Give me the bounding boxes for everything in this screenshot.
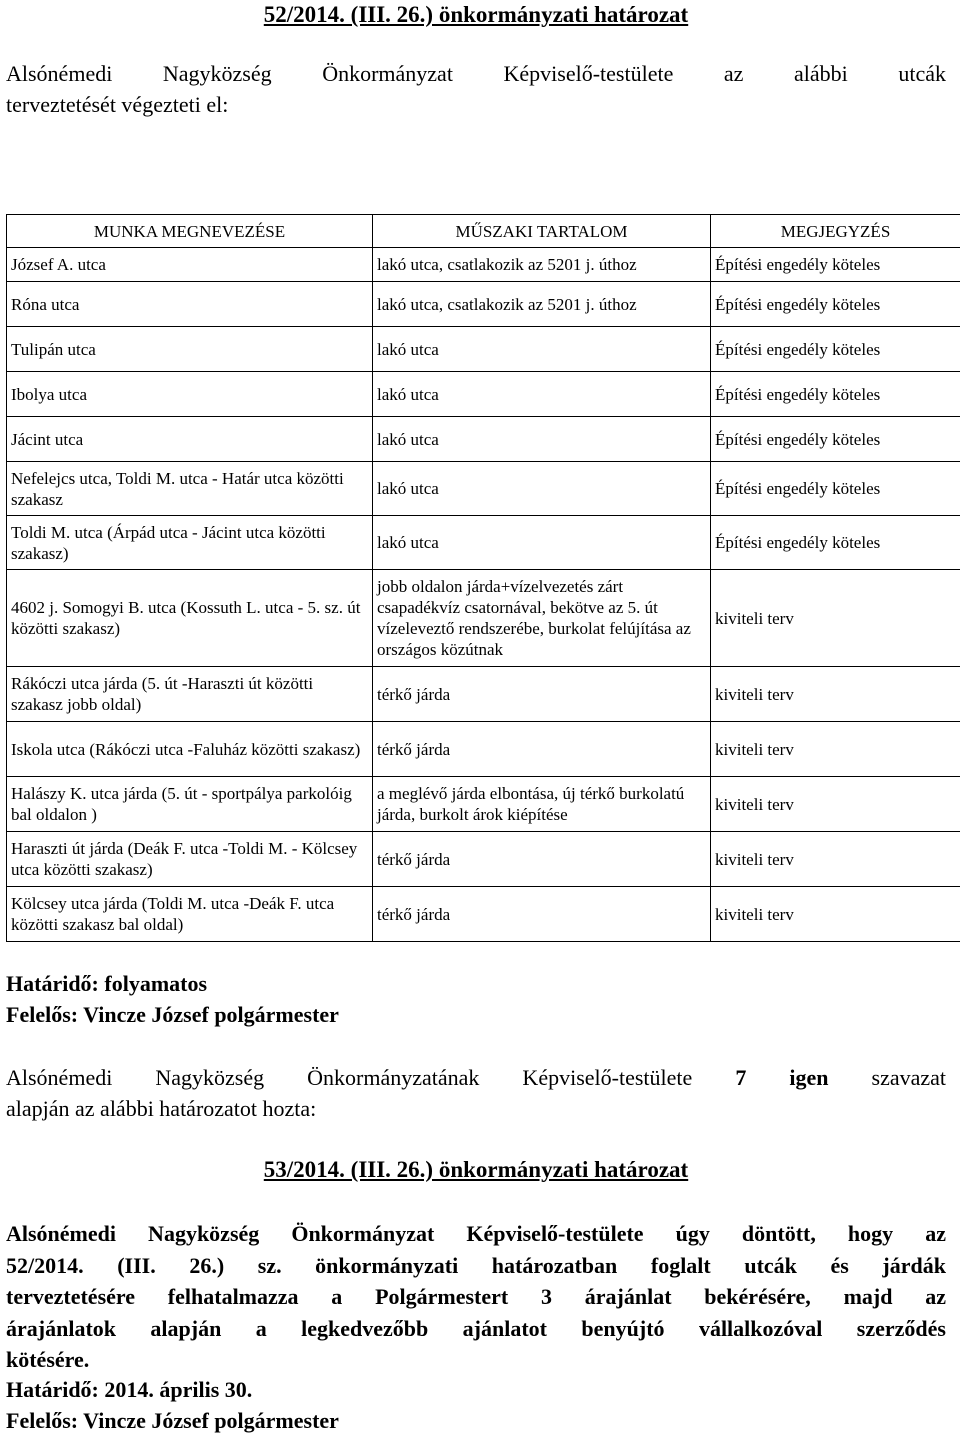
cell-technical-content: jobb oldalon járda+vízelvezetés zárt csapadékvíz csatornával, bekötve az 5. út vízeleveztő rendszerébe, burkolat felújítása az országos közútnak [373,570,711,667]
header-work-name: MUNKA MEGNEVEZÉSE [7,215,373,248]
vote-line-1-pre: Alsónémedi Nagyközség Önkormányzatának Képviselő-testülete [6,1065,692,1090]
resolution-title: 52/2014. (III. 26.) önkormányzati határozat [6,0,946,30]
cell-technical-content: lakó utca [373,417,711,462]
table-row [7,777,960,832]
cell-work-name: József A. utca [7,248,373,282]
table-row [7,516,960,570]
cell-work-name: Toldi M. utca (Árpád utca - Jácint utca közötti szakasz) [7,516,373,570]
resolution-2-title: 53/2014. (III. 26.) önkormányzati határozat [6,1155,946,1185]
cell-technical-content: lakó utca, csatlakozik az 5201 j. úthoz [373,282,711,327]
cell-note: kiviteli terv [711,570,960,667]
cell-work-name: Rákóczi utca járda (5. út -Haraszti út közötti szakasz jobb oldal) [7,667,373,722]
table-row [7,282,960,327]
cell-note: kiviteli terv [711,887,960,942]
vote-line-1 [6,1062,946,1093]
table-row [7,248,960,282]
cell-work-name: 4602 j. Somogyi B. utca (Kossuth L. utca - 5. sz. út közötti szakasz) [7,570,373,667]
cell-note: Építési engedély köteles [711,248,960,282]
cell-technical-content: térkő járda [373,722,711,777]
intro-line-1: Alsónémedi Nagyközség Önkormányzat Képviselő-testülete az alábbi utcák [6,58,946,89]
cell-work-name: Haraszti út járda (Deák F. utca -Toldi M. - Kölcsey utca közötti szakasz) [7,832,373,887]
cell-technical-content: lakó utca [373,372,711,417]
table-header-row [7,215,960,248]
responsible-1: Felelős: Vincze József polgármester [6,999,339,1030]
cell-work-name: Kölcsey utca járda (Toldi M. utca -Deák F. utca közötti szakasz bal oldal) [7,887,373,942]
cell-technical-content: térkő járda [373,887,711,942]
cell-technical-content: lakó utca, csatlakozik az 5201 j. úthoz [373,248,711,282]
header-note: MEGJEGYZÉS [711,215,960,248]
vote-line-2: alapján az alábbi határozatot hozta: [6,1096,316,1121]
decision-line: terveztetésére felhatalmazza a Polgármestert 3 árajánlat bekérésére, majd az [6,1281,946,1313]
table-row [7,722,960,777]
table-row [7,462,960,516]
cell-note: Építési engedély köteles [711,462,960,516]
cell-work-name: Jácint utca [7,417,373,462]
resolution-intro [6,58,946,120]
cell-technical-content: lakó utca [373,327,711,372]
table-row [7,327,960,372]
decision-line-last: kötésére. [6,1344,946,1376]
cell-technical-content: lakó utca [373,462,711,516]
cell-note: kiviteli terv [711,667,960,722]
cell-work-name: Tulipán utca [7,327,373,372]
vote-statement [6,1062,946,1124]
vote-count: 7 igen [735,1065,828,1090]
table-row [7,832,960,887]
cell-work-name: Halászy K. utca járda (5. út - sportpálya parkolóig bal oldalon ) [7,777,373,832]
cell-technical-content: térkő járda [373,832,711,887]
deadline-block-2 [6,1374,339,1436]
decision-line: Alsónémedi Nagyközség Önkormányzat Képviselő-testülete úgy döntött, hogy az [6,1218,946,1250]
cell-work-name: Nefelejcs utca, Toldi M. utca - Határ utca közötti szakasz [7,462,373,516]
cell-work-name: Iskola utca (Rákóczi utca -Faluház közötti szakasz) [7,722,373,777]
table-row [7,667,960,722]
works-table [6,214,960,942]
cell-note: kiviteli terv [711,777,960,832]
cell-technical-content: lakó utca [373,516,711,570]
table-row [7,570,960,667]
cell-work-name: Róna utca [7,282,373,327]
table-row [7,372,960,417]
cell-note: Építési engedély köteles [711,516,960,570]
table-row [7,417,960,462]
cell-note: Építési engedély köteles [711,327,960,372]
deadline-1: Határidő: folyamatos [6,968,339,999]
cell-note: Építési engedély köteles [711,282,960,327]
responsible-2: Felelős: Vincze József polgármester [6,1405,339,1436]
cell-technical-content: térkő járda [373,667,711,722]
header-technical-content: MŰSZAKI TARTALOM [373,215,711,248]
cell-note: kiviteli terv [711,722,960,777]
intro-line-2: terveztetését végezteti el: [6,92,228,117]
vote-line-1-post: szavazat [872,1065,947,1090]
resolution-2-body [6,1218,946,1376]
cell-technical-content: a meglévő járda elbontása, új térkő burkolatú járda, burkolt árok kiépítése [373,777,711,832]
deadline-2: Határidő: 2014. április 30. [6,1374,339,1405]
deadline-block-1 [6,968,339,1030]
cell-note: Építési engedély köteles [711,372,960,417]
cell-work-name: Ibolya utca [7,372,373,417]
decision-line: árajánlatok alapján a legkedvezőbb ajánlatot benyújtó vállalkozóval szerződés [6,1313,946,1345]
cell-note: kiviteli terv [711,832,960,887]
table-row [7,887,960,942]
cell-note: Építési engedély köteles [711,417,960,462]
decision-line: 52/2014. (III. 26.) sz. önkormányzati határozatban foglalt utcák és járdák [6,1250,946,1282]
